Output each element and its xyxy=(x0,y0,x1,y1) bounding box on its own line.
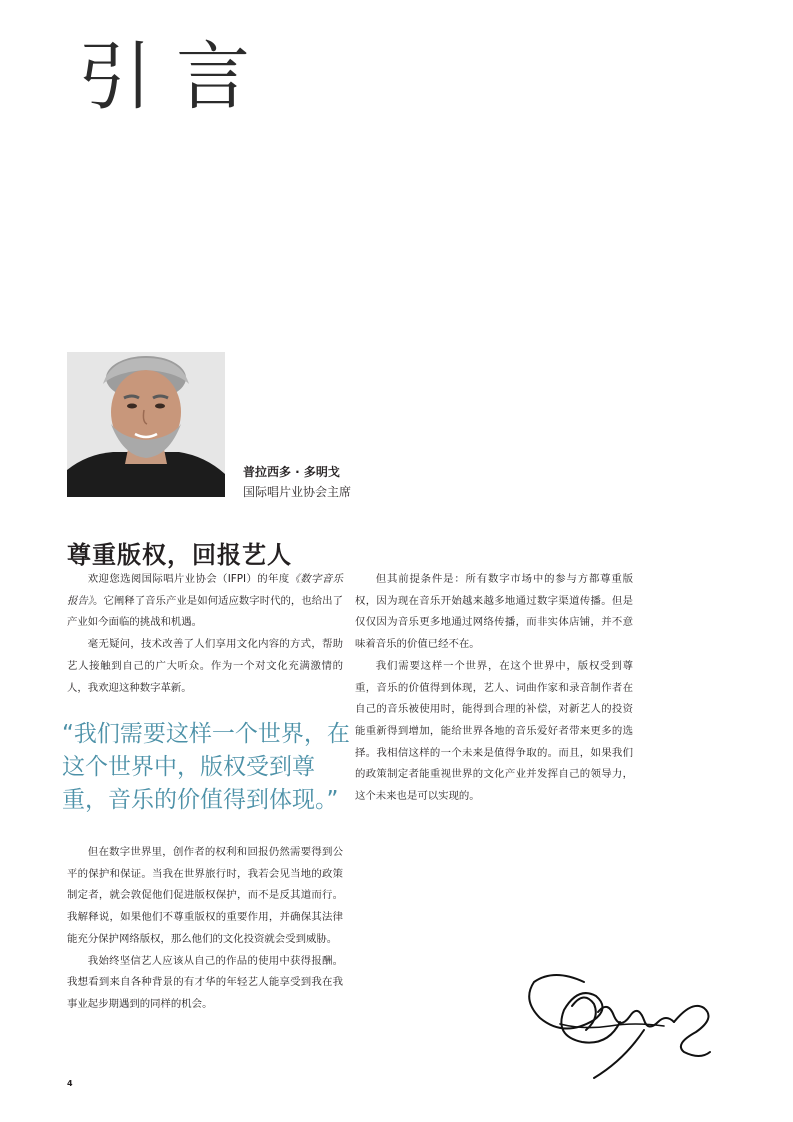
right-column xyxy=(355,569,633,808)
portrait-photo xyxy=(67,352,225,497)
body-paragraph: 但在数字世界里，创作者的权利和回报仍然需要得到公平的保护和保证。当我在世界旅行时，我若会见当地的政策制定者，就会敦促他们促进版权保护，而不是反其道而行。我解释说，如果他们不尊重版权的重要作用，并确保其法律能充分保护网络版权，那么他们的文化投资就会受到威胁。 xyxy=(67,846,343,945)
pull-quote: “我们需要这样一个世界，在这个世界中，版权受到尊重，音乐的价值得到体现。” xyxy=(62,721,350,813)
page-title: 引言 xyxy=(78,34,274,120)
portrait-caption xyxy=(243,462,351,502)
handwritten-signature xyxy=(524,960,719,1085)
body-paragraph: 我始终坚信艺人应该从自己的作品的使用中获得报酬。我想看到来自各种背景的有才华的年轻艺人能享受到我在我事业起步期遇到的同样的机会。 xyxy=(67,954,343,1010)
intro-paragraph xyxy=(67,569,343,634)
person-title: 国际唱片业协会主席 xyxy=(243,485,352,499)
report-title: 《数字音乐报告》 xyxy=(67,573,343,607)
left-column-top xyxy=(67,569,343,699)
page-number: 4 xyxy=(67,1079,73,1088)
intro-text-end: 。它阐释了音乐产业是如何适应数字时代的，也给出了产业如今面临的挑战和机遇。 xyxy=(67,594,343,629)
body-paragraph: 但其前提条件是：所有数字市场中的参与方都尊重版权，因为现在音乐开始越来越多地通过数字渠道传播。但是仅仅因为音乐更多地通过网络传播，而非实体店铺，并不意味着音乐的价值已经不在。 xyxy=(355,573,633,651)
intro-text-start: 欢迎您选阅国际唱片业协会（IFPI）的年度 xyxy=(87,573,290,585)
body-paragraph: 毫无疑问，技术改善了人们享用文化内容的方式，帮助艺人接触到自己的广大听众。作为一个对文化充满激情的人，我欢迎这种数字革新。 xyxy=(67,638,343,694)
body-paragraph: 我们需要这样一个世界，在这个世界中，版权受到尊重，音乐的价值得到体现，艺人、词曲作家和录音制作者在自己的音乐被使用时，能得到合理的补偿，对新艺人的投资能重新得到增加，能给世界各地的音乐爱好者带来更多的选择。我相信这样的一个未来是值得争取的。而且，如果我们的政策制定者能重视世界的文化产业并发挥自己的领导力，这个未来也是可以实现的。 xyxy=(355,659,633,803)
portrait-illustration xyxy=(67,352,225,497)
left-column-bottom xyxy=(67,842,343,1016)
article-headline: 尊重版权，回报艺人 xyxy=(67,541,292,569)
person-name: 普拉西多 · 多明戈 xyxy=(243,465,340,479)
